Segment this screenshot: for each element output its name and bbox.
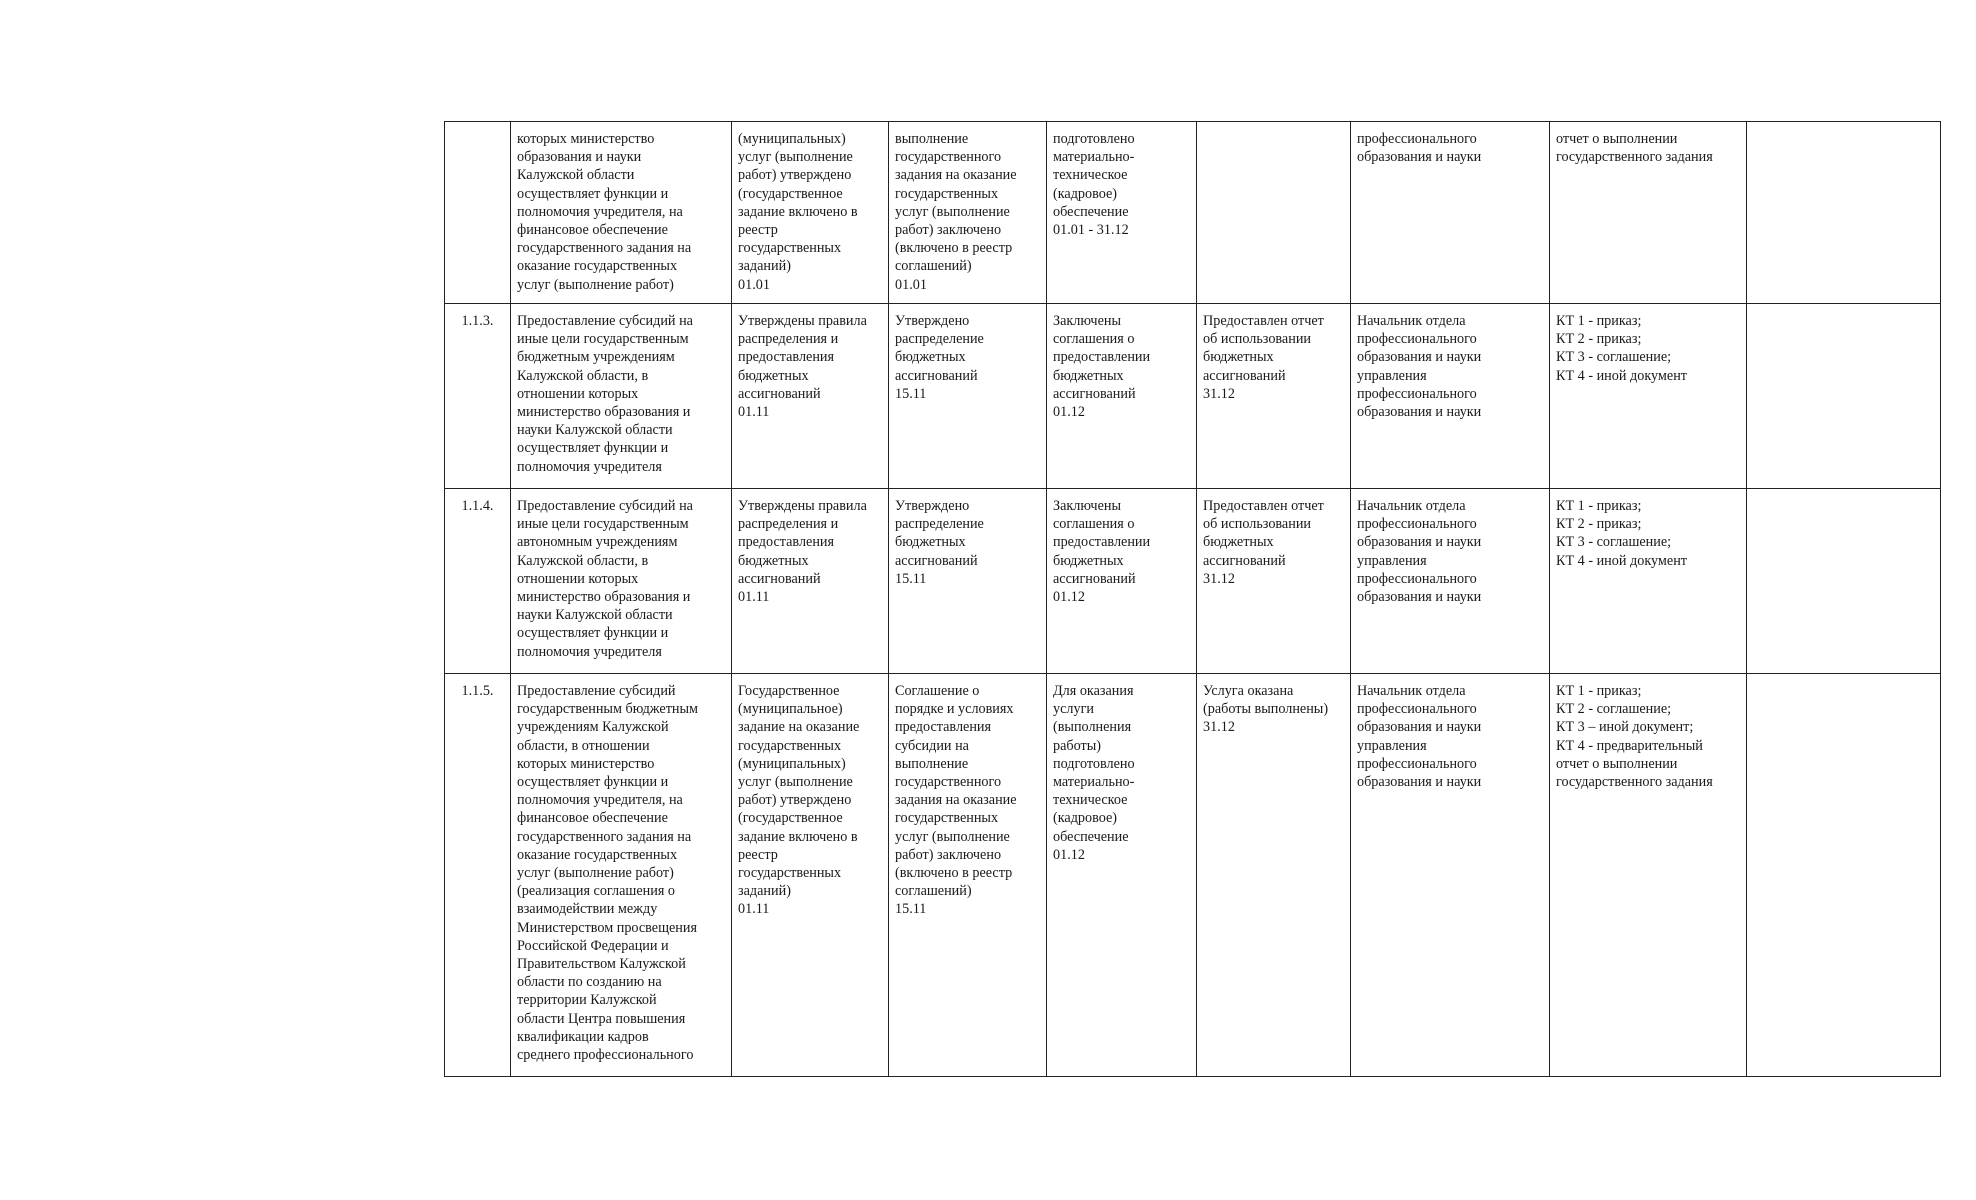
control-point-1-cell: Утверждены правила распределения и предоставления бюджетных ассигнований 01.11 <box>732 489 889 674</box>
event-description-cell: которых министерство образования и науки Калужской области осуществляет функции и полномочия учредителя, на финансовое обеспечение государственного задания на оказание государственных услуг (выполнение работ) <box>511 122 732 304</box>
row-number <box>445 122 511 304</box>
row-number: 1.1.5. <box>445 674 511 1077</box>
empty-cell <box>1747 489 1941 674</box>
control-point-2-cell: Утверждено распределение бюджетных ассигнований 15.11 <box>889 489 1047 674</box>
control-point-3-cell: Для оказания услуги (выполнения работы) подготовлено материально- техническое (кадровое) обеспечение 01.12 <box>1047 674 1197 1077</box>
control-point-4-cell <box>1197 122 1351 304</box>
control-point-2-cell: Утверждено распределение бюджетных ассигнований 15.11 <box>889 304 1047 489</box>
empty-cell <box>1747 304 1941 489</box>
event-description-cell: Предоставление субсидий на иные цели государственным бюджетным учреждениям Калужской области, в отношении которых министерство образования и науки Калужской области осуществляет функции и полномочия учредителя <box>511 304 732 489</box>
row-number: 1.1.3. <box>445 304 511 489</box>
document-type-cell: КТ 1 - приказ; КТ 2 - соглашение; КТ 3 – иной документ; КТ 4 - предварительный отчет о выполнении государственного задания <box>1550 674 1747 1077</box>
control-point-4-cell: Предоставлен отчет об использовании бюджетных ассигнований 31.12 <box>1197 489 1351 674</box>
table-row <box>445 122 1941 304</box>
control-point-1-cell: Государственное (муниципальное) задание на оказание государственных (муниципальных) услуг (выполнение работ) утверждено (государственное задание включено в реестр государственных заданий) 01.11 <box>732 674 889 1077</box>
row-number: 1.1.4. <box>445 489 511 674</box>
control-point-3-cell: Заключены соглашения о предоставлении бюджетных ассигнований 01.12 <box>1047 304 1197 489</box>
event-description-cell: Предоставление субсидий на иные цели государственным автономным учреждениям Калужской области, в отношении которых министерство образования и науки Калужской области осуществляет функции и полномочия учредителя <box>511 489 732 674</box>
control-point-2-cell: выполнение государственного задания на оказание государственных услуг (выполнение работ) заключено (включено в реестр соглашений) 01.01 <box>889 122 1047 304</box>
document-type-cell: отчет о выполнении государственного задания <box>1550 122 1747 304</box>
responsible-cell: Начальник отдела профессионального образования и науки управления профессионального образования и науки <box>1351 489 1550 674</box>
control-point-2-cell: Соглашение о порядке и условиях предоставления субсидии на выполнение государственного задания на оказание государственных услуг (выполнение работ) заключено (включено в реестр соглашений) 15.11 <box>889 674 1047 1077</box>
empty-cell <box>1747 674 1941 1077</box>
responsible-cell: профессионального образования и науки <box>1351 122 1550 304</box>
event-description-cell: Предоставление субсидий государственным бюджетным учреждениям Калужской области, в отношении которых министерство осуществляет функции и полномочия учредителя, на финансовое обеспечение государственного задания на оказание государственных услуг (выполнение работ) (реализация соглашения о взаимодействии между Министерством просвещения Российской Федерации и Правительством Калужской области по созданию на территории Калужской области Центра повышения квалификации кадров среднего профессионального <box>511 674 732 1077</box>
document-type-cell: КТ 1 - приказ; КТ 2 - приказ; КТ 3 - соглашение; КТ 4 - иной документ <box>1550 304 1747 489</box>
control-point-1-cell: Утверждены правила распределения и предоставления бюджетных ассигнований 01.11 <box>732 304 889 489</box>
table-row <box>445 304 1941 489</box>
control-point-4-cell: Предоставлен отчет об использовании бюджетных ассигнований 31.12 <box>1197 304 1351 489</box>
document-type-cell: КТ 1 - приказ; КТ 2 - приказ; КТ 3 - соглашение; КТ 4 - иной документ <box>1550 489 1747 674</box>
control-point-4-cell: Услуга оказана (работы выполнены) 31.12 <box>1197 674 1351 1077</box>
table-row <box>445 489 1941 674</box>
plan-table <box>444 121 1941 1077</box>
control-point-1-cell: (муниципальных) услуг (выполнение работ) утверждено (государственное задание включено в реестр государственных заданий) 01.01 <box>732 122 889 304</box>
responsible-cell: Начальник отдела профессионального образования и науки управления профессионального образования и науки <box>1351 304 1550 489</box>
control-point-3-cell: Заключены соглашения о предоставлении бюджетных ассигнований 01.12 <box>1047 489 1197 674</box>
control-point-3-cell: подготовлено материально- техническое (кадровое) обеспечение 01.01 - 31.12 <box>1047 122 1197 304</box>
empty-cell <box>1747 122 1941 304</box>
responsible-cell: Начальник отдела профессионального образования и науки управления профессионального образования и науки <box>1351 674 1550 1077</box>
table-row <box>445 674 1941 1077</box>
